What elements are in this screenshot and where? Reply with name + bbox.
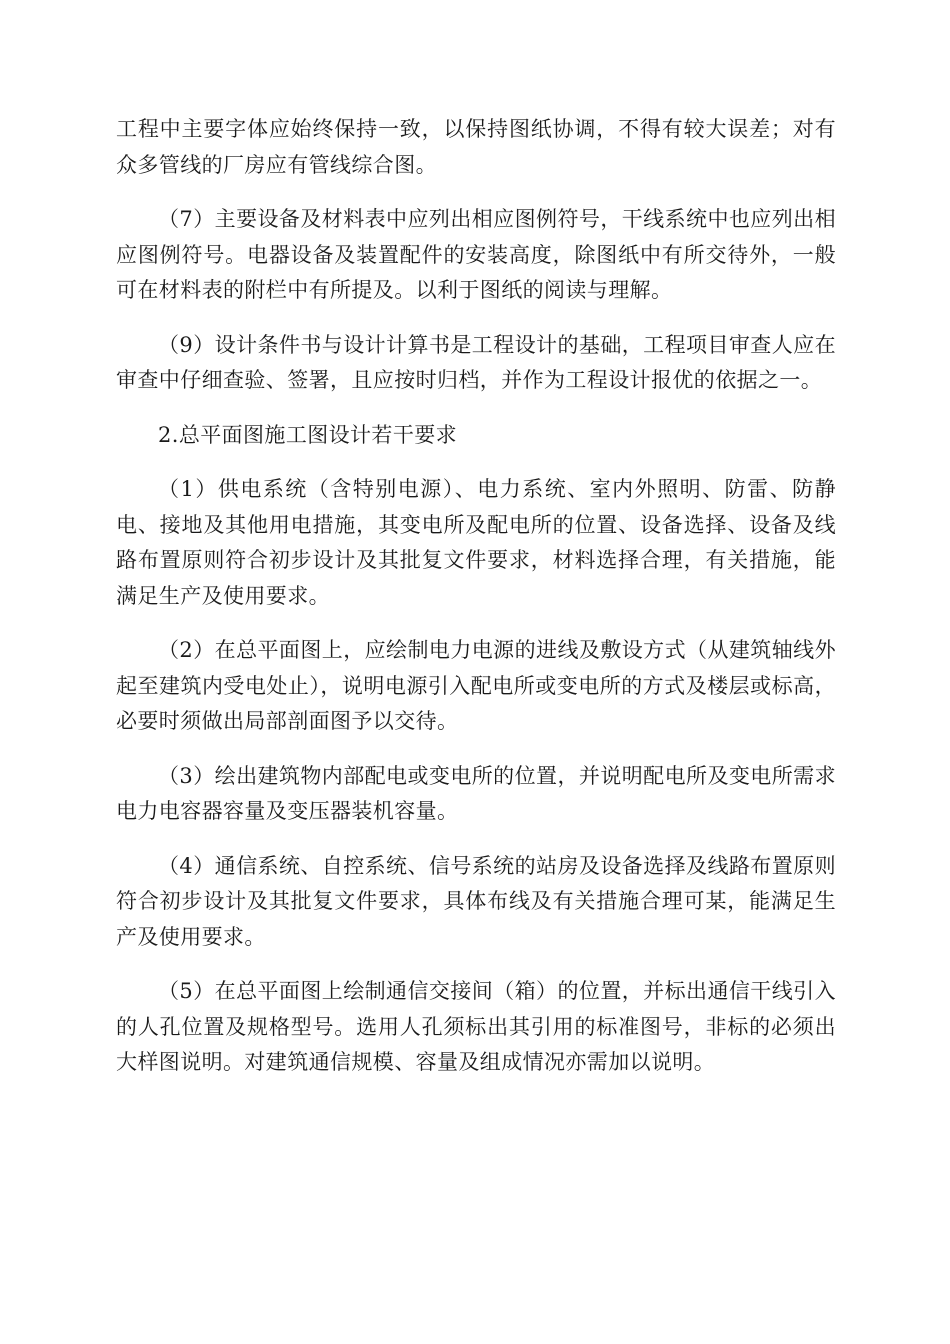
paragraph-item-1: （1）供电系统（含特别电源）、电力系统、室内外照明、防雷、防静电、接地及其他用电措施，其变电所及配电所的位置、设备选择、设备及线路布置原则符合初步设计及其批复文件要求，材料选择合理，有关措施，能满足生产及使用要求。: [116, 477, 836, 608]
paragraph-item-4: （4）通信系统、自控系统、信号系统的站房及设备选择及线路布置原则符合初步设计及其批复文件要求，具体布线及有关措施合理可某，能满足生产及使用要求。: [116, 853, 836, 949]
paragraph-item-2: （2）在总平面图上，应绘制电力电源的进线及敷设方式（从建筑轴线外起至建筑内受电处止），说明电源引入配电所或变电所的方式及楼层或标高，必要时须做出局部剖面图予以交待。: [116, 638, 836, 733]
paragraph-item-9: （9）设计条件书与设计计算书是工程设计的基础，工程项目审查人应在审查中仔细查验、签署，且应按时归档，并作为工程设计报优的依据之一。: [116, 332, 836, 392]
paragraph-item-7: （7）主要设备及材料表中应列出相应图例符号，干线系统中也应列出相应图例符号。电器设备及装置配件的安装高度，除图纸中有所交待外，一般可在材料表的附栏中有所提及。以利于图纸的阅读与理解。: [116, 207, 836, 302]
paragraph-item-3: （3）绘出建筑物内部配电或变电所的位置，并说明配电所及变电所需求电力电容器容量及变压器装机容量。: [116, 763, 836, 823]
section-heading: 2.总平面图施工图设计若干要求: [158, 422, 458, 447]
paragraph-continuation: 工程中主要字体应始终保持一致，以保持图纸协调，不得有较大误差；对有众多管线的厂房应有管线综合图。: [116, 117, 836, 177]
paragraph-item-5: （5）在总平面图上绘制通信交接间（箱）的位置，并标出通信干线引入的人孔位置及规格型号。选用人孔须标出其引用的标准图号，非标的必须出大样图说明。对建筑通信规模、容量及组成情况亦需加以说明。: [116, 979, 836, 1074]
document-page: [116, 112, 836, 1081]
